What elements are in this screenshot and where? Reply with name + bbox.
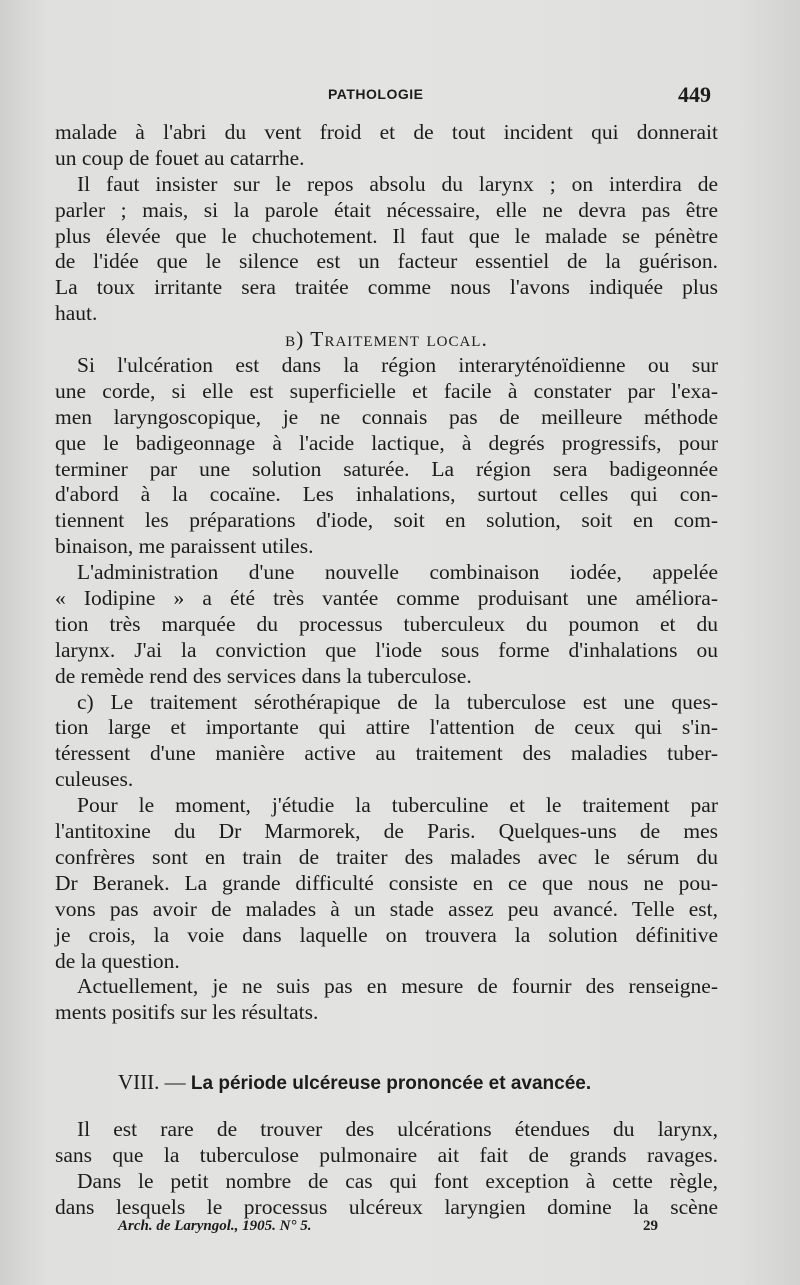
text-line: téressent d'une manière active au traitement des maladies tuber- (55, 741, 718, 766)
text-line: culeuses. (55, 767, 134, 792)
text-line: plus élevée que le chuchotement. Il faut que le malade se pénètre (55, 223, 718, 248)
page-footer (0, 1218, 800, 1242)
text-line: de remède rend des services dans la tuberculose. (55, 663, 472, 688)
text-line: Il faut insister sur le repos absolu du larynx ; on interdira de (77, 171, 718, 196)
footer-signature: 29 (643, 1218, 658, 1234)
subsection-heading: b) Traitement local. (285, 327, 488, 352)
text-line: Il est rare de trouver des ulcérations étendues du larynx, (77, 1117, 718, 1141)
text-line: terminer par une solution saturée. La région sera badigeonnée (55, 456, 718, 481)
section-title: La période ulcéreuse prononcée et avancée. (190, 1073, 592, 1094)
text-line: L'administration d'une nouvelle combinaison iodée, appelée (77, 560, 718, 585)
text-line: « Iodipine » a été très vantée comme produisant une améliora- (55, 586, 718, 611)
text-line: l'antitoxine du Dr Marmorek, de Paris. Quelques-uns de mes (55, 819, 718, 844)
text-line: d'abord à la cocaïne. Les inhalations, surtout celles qui con- (55, 482, 718, 507)
text-line: je crois, la voie dans laquelle on trouvera la solution définitive (55, 922, 718, 947)
text-line: ments positifs sur les résultats. (55, 1000, 319, 1025)
text-line: men laryngoscopique, je ne connais pas de meilleure méthode (55, 404, 718, 429)
text-line: Pour le moment, j'étudie la tuberculine et le traitement par (77, 793, 718, 818)
section-heading (118, 1070, 591, 1095)
text-line: tion très marquée du processus tuberculeux du poumon et du (55, 611, 718, 636)
text-line: c) Le traitement sérothérapique de la tuberculose est une ques- (77, 689, 718, 714)
text-line: haut. (55, 301, 98, 326)
text-line: Actuellement, je ne suis pas en mesure de fournir des renseigne- (77, 974, 718, 999)
text-line: binaison, me paraissent utiles. (55, 534, 314, 559)
body-text (55, 120, 718, 1026)
body-text-continued (55, 1117, 718, 1221)
text-line: un coup de fouet au catarrhe. (55, 145, 305, 170)
text-line: larynx. J'ai la conviction que l'iode sous forme d'inhalations ou (55, 637, 718, 662)
text-line: une corde, si elle est superficielle et facile à constater par l'exa- (55, 378, 718, 403)
text-line: de l'idée que le silence est un facteur essentiel de la guérison. (55, 249, 718, 274)
text-line: parler ; mais, si la parole était nécessaire, elle ne devra pas être (55, 197, 718, 222)
text-line: tiennent les préparations d'iode, soit en solution, soit en com- (55, 508, 718, 533)
text-line: La toux irritante sera traitée comme nous l'avons indiquée plus (55, 275, 718, 300)
running-head: PATHOLOGIE (328, 86, 424, 102)
text-line: vons pas avoir de malades à un stade assez peu avancé. Telle est, (55, 896, 718, 921)
text-line: de la question. (55, 948, 180, 973)
text-line: tion large et importante qui attire l'attention de ceux qui s'in- (55, 715, 718, 740)
text-line: Dr Beranek. La grande difficulté consiste en ce que nous ne pou- (55, 870, 718, 895)
text-line: sans que la tuberculose pulmonaire ait fait de grands ravages. (55, 1142, 718, 1167)
page-number: 449 (678, 82, 711, 107)
text-line: que le badigeonnage à l'acide lactique, à degrés progressifs, pour (55, 430, 718, 455)
text-line: Dans le petit nombre de cas qui font exception à cette règle, (77, 1168, 718, 1193)
footer-journal: Arch. de Laryngol., 1905. N° 5. (118, 1218, 312, 1234)
text-line: Si l'ulcération est dans la région interaryténoïdienne ou sur (77, 353, 718, 378)
page-header (0, 84, 800, 108)
text-line: dans lesquels le processus ulcéreux laryngien domine la scène (55, 1194, 718, 1219)
text-line: malade à l'abri du vent froid et de tout incident qui donnerait (55, 120, 718, 144)
section-number: VIII. — (118, 1070, 186, 1094)
text-line: confrères sont en train de traiter des malades avec le sérum du (55, 844, 718, 869)
